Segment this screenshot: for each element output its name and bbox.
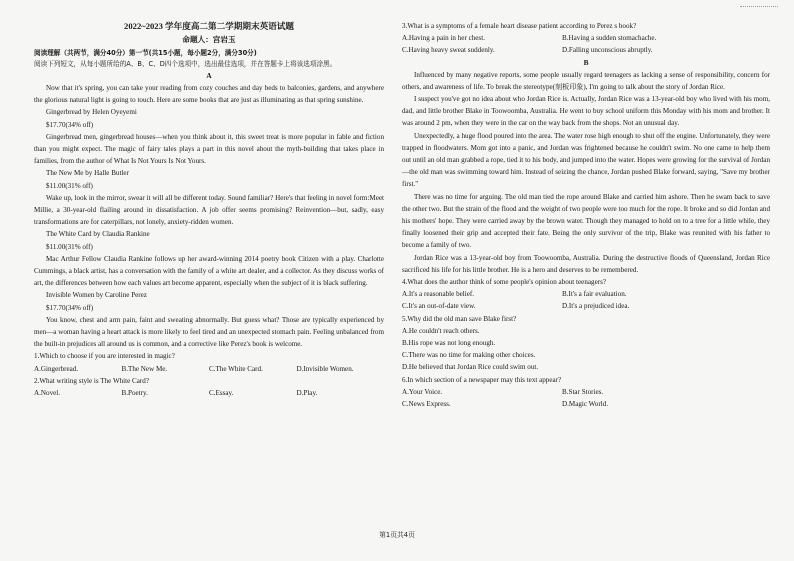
book-description: Wake up, look in the mirror, swear it will all be different today. Sound familiar? Here's that feeling in novel form:Meet Millie, a 30-year-old flailing around in dissatisfaction. A job offer seems promising? Reinvention—but, sadly, easy transformations are for caterpillars, not lonely, anxiety-ridden women. [34,193,384,227]
page-number: 第1页共4页 [379,531,415,539]
passage-b-paragraph: Unexpectedly, a huge flood poured into the area. The water rose high enough to shut off the engine. Unfortunately, they were trapped in floodwaters. Mom got into a panic, and Jordan was frightened because he couldn't swim. No one came to help them out until an old man grabbed a rope, tied it to his body, and jumped into the water. Hopes were growing for the survival of Jordan—the old man was swimming toward him. Instead of seizing the chance, Jordan pushed Blake forward, saying, "Save my brother first." [402,131,770,189]
question-stem: 4.What does the author think of some people's opinion about teenagers? [402,278,606,287]
part-intro: 阅读理解（共两节，满分40分）第一节(共15小题，每小题2分，满分30分) [34,49,257,57]
passage-b-paragraph: There was no time for arguing. The old man tied the rope around Blake and carried him ashore. Then he swam back to save the other two. But the strain of the flood and the weight of two people were too much for the rope. It broke and so did Jordan and his mothers' hope. They were carried away by the brown water. Though they managed to hold on to a tree for a little while, they finally loosened their grip and accepted their fate. Being the only survivor of the trip, Blake was reunited with his father to become a family of two. [402,192,770,250]
option-b: B.Star Stories. [562,387,604,396]
part-instruction: 阅读下列短文，从每小题所给的A、B、C、D四个选项中，选出最佳选项，并在答题卡上将该选项涂黑。 [34,60,337,68]
question-options [34,363,384,375]
option-b: B.Poetry. [121,389,148,398]
option-c: C.Having heavy sweat suddenly. [402,46,495,55]
question-options [402,386,770,398]
exam-title: 2022~2023 学年度高二第二学期期末英语试题 [124,21,294,31]
exam-author: 命题人：宫岩玉 [182,35,236,44]
passage-b-letter: B [583,57,589,67]
book-price: $17.70(34% off) [46,120,94,129]
option-c: C.News Express. [402,400,451,409]
passage-a-letter: A [206,71,212,80]
option-b: B.Having a sudden stomachache. [562,34,657,43]
option-a: A.Novel. [34,389,61,398]
book-description: Mac Arthur Fellow Claudia Rankine follows up her award-winning 2014 poetry book Citizen with a play. Charlotte Cummings, a black artist, has a conversation with the family of a white art dealer, and a collector. As they discuss works of art, the differences between how each values art become apparent, especially when the subject of it is black suffering. [34,254,384,288]
book-title: The New Me by Halle Butler [46,169,129,178]
question-options [402,32,770,44]
book-price: $17.70(34% off) [46,303,94,312]
book-title: Invisible Women by Caroline Perez [46,291,147,300]
question-stem: 5.Why did the old man save Blake first? [402,314,517,323]
scan-mark [740,6,778,15]
passage-b-paragraph: Influenced by many negative reports, some people usually regard teenagers as lacking a sense of responsibility, concern for others, and awareness of life. To break the stereotype(刻板印象), I'm going to talk about the story of Jordan Rice. [402,70,770,91]
question-options [34,387,384,399]
option-b: B.The New Me. [121,364,168,373]
option-a: A.Your Voice. [402,387,443,396]
question-options [402,44,770,56]
book-price: $11.00(31% off) [46,181,93,190]
option-c: C.The White Card. [209,364,263,373]
question-options [402,300,770,312]
option-a: A.He couldn't reach others. [402,326,480,335]
option-d: D.Invisible Women. [296,364,354,373]
book-description: You know, chest and arm pain, faint and sweating abnormally. But guess what? Those are typically experienced by men—a woman having a heart attack is more likely to feel tired and an unexpected stomach pain. Feeling unbalanced from the built-in prejudices all around us is common, and a corrective like Perez's book is welcome. [34,315,384,349]
option-b: B.His rope was not long enough. [402,339,496,348]
book-price: $11.00(31% off) [46,242,93,251]
book-description: Gingerbread men, gingerbread houses—when you think about it, this sweet treat is more popular in fable and fiction than you might expect. The magic of fairy tales plays a part in this novel about the myth-building that takes place in families, from the author of What Is Not Yours Is Not Yours. [34,132,384,166]
question-options [402,288,770,300]
question-stem: 2.What writing style is The White Card? [34,376,149,385]
book-title: The White Card by Claudia Rankine [46,230,150,239]
left-column [34,20,384,399]
option-a: A.Gingerbread. [34,364,79,373]
option-d: D.Magic World. [562,400,608,409]
right-column [402,20,770,410]
option-d: D.Falling unconscious abruptly. [562,46,653,55]
option-c: C.Essay. [209,389,234,398]
option-a: A.It's a reasonable belief. [402,290,474,299]
question-stem: 1.Which to choose if you are interested in magic? [34,352,175,361]
option-d: D.Play. [296,389,318,398]
option-d: D.He believed that Jordan Rice could swim out. [402,363,539,372]
question-options [402,398,770,410]
option-c: C.It's an out-of-date view. [402,302,476,311]
passage-a-intro: Now that it's spring, you can take your reading from cozy couches and day beds to balconies, gardens, and anywhere the glorious natural light is going to touch. Here are some books that are just as illuminating as that spring sunshine. [34,84,384,105]
question-stem: 6.In which section of a newspaper may this text appear? [402,375,562,384]
option-b: B.It's a fair evaluation. [562,290,627,299]
question-stem: 3.What is a symptoms of a female heart disease patient according to Perez s book? [402,22,637,30]
passage-b-paragraph: Jordan Rice was a 13-year-old boy from Toowoomba, Australia. During the destructive floods of Queensland, Jordan Rice sacrificed his life for his little brother. He is a hero and deserves to be remembered. [402,253,770,274]
option-d: D.It's a prejudiced idea. [562,302,630,311]
passage-b-paragraph: I suspect you've got no idea about who Jordan Rice is. Actually, Jordan Rice was a 13-year-old boy who lived with his mom, dad, and little brother Blake in Toowoomba, Australia. He went to buy school uniform this Monday with his mom and brother. It was around 2 pm, when they were in the car on the way back from the shops. Not an unusual day. [402,95,770,128]
book-title: Gingerbread by Helen Oyeyemi [46,108,137,117]
option-c: C.There was no time for making other choices. [402,351,536,360]
option-a: A.Having a pain in her chest. [402,34,485,43]
